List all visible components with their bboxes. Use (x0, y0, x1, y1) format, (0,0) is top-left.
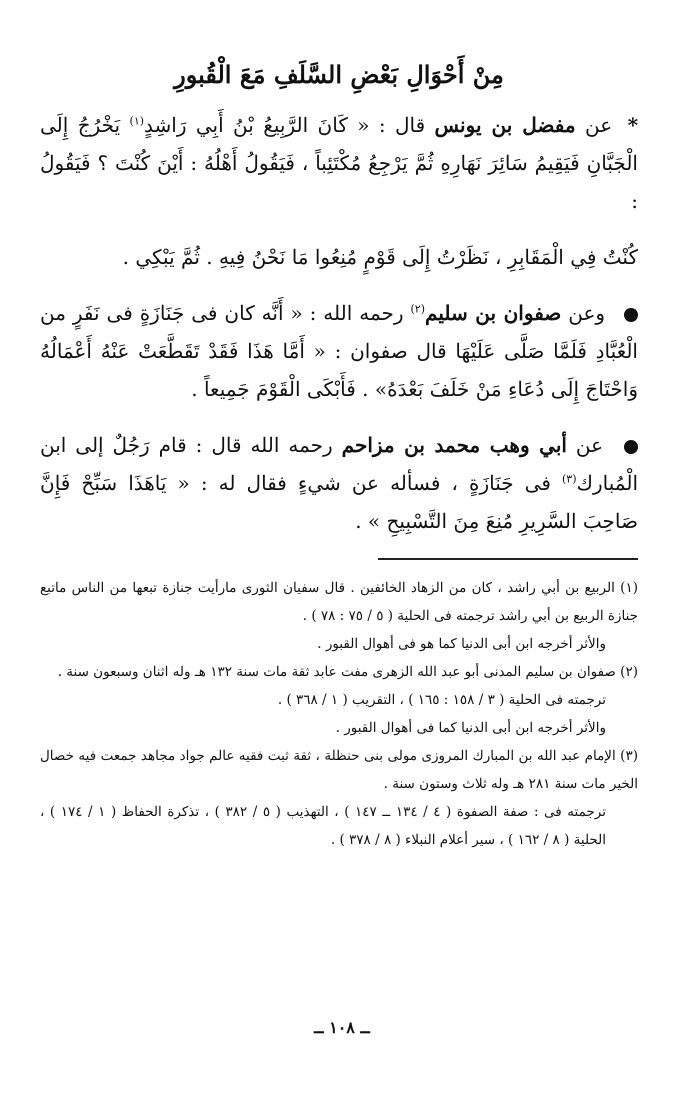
paragraph-1-text1: قال : « كَانَ الرَّبِيعُ بْنُ أَبِي رَاشِدٍ (144, 113, 426, 137)
footnote-2-refs: ترجمته فى الحلية ( ٣ / ١٥٨ : ١٦٥ ) ، التقريب ( ١ / ٣٦٨ ) . (277, 692, 606, 708)
footnote-ref-1[interactable]: (١) (129, 114, 145, 128)
paragraph-3-text-b: فى جَنَازَةٍ ، فسأله عن شيءٍ فقال له : « يَاهَذَا سَبِّحْ فَإِنَّ صَاحِبَ السَّرِيرِ مُنِعَ مِنَ التَّسْبِيحِ » . (40, 471, 638, 533)
footnote-ref-3[interactable]: (٣) (562, 472, 577, 486)
narrator-name-1: مفضل بن يونس (434, 113, 576, 137)
footnote-2: (٢) صفوان بن سليم المدنى أبو عبد الله الزهرى مفت عابد ثقة مات سنة ١٣٢ هـ وله اثنان وسبعون سنة . (57, 664, 638, 680)
footnote-2-source: والأثر أخرجه ابن أبى الدنيا كما فى أهوال القبور . (335, 720, 606, 736)
footnote-1-source: والأثر أخرجه ابن أبى الدنيا كما هو فى أهوال القبور . (317, 636, 606, 652)
footnotes (40, 574, 638, 854)
paragraph-3-text-a: رحمه الله قال : قام رَجُلٌ إلى ابن الْمُبارك (40, 433, 638, 495)
paragraph-1-lead: عن (585, 113, 613, 137)
narrator-name-3: أبي وهب محمد بن مزاحم (341, 433, 567, 457)
footnote-3: (٣) الإمام عبد الله بن المبارك المروزى مولى بنى حنظلة ، ثقة ثبت فقيه عالم جواد مجاهد جمعت فيه خصال الخير مات سنة ٢٨١ هـ وله ثلاث وستون سنة . (40, 748, 638, 792)
asterisk-bullet-icon: * (627, 113, 639, 137)
paragraph-1-text2: يَخْرُجُ إِلَى الْجَبَّانِ فَيَقِيمُ سَائِرَ نَهَارِهِ ثُمَّ يَرْجِعُ مُكْتَئِباً ، فَيَقُولُ أَهْلُهُ : أَيْنَ كُنْتَ ؟ فَيَقُولُ : (40, 113, 638, 213)
footnote-ref-2[interactable]: (٢) (410, 302, 426, 316)
round-bullet-icon (624, 308, 638, 322)
paragraph-2-text: رحمه الله : « أَنَّه كان فى جَنَازَةٍ فى نَفَرٍ من الْعُبَّادِ فَلَمَّا صَلَّى عَلَيْهَا قال صفوان : « أَمَّا هَذَا فَقَدْ تَقَطَّعَتْ عَنْهُ أَعْمَالُهُ وَاحْتَاجَ إِلَى دُعَاءِ مَنْ خَلَفَ بَعْدَهُ» . فَأَبْكَى الْقَوْمَ جَمِيعاً . (40, 301, 638, 401)
paragraph-1-text3: كُنْتُ فِي الْمَقَابِرِ ، نَظَرْتُ إِلَى قَوْمٍ مُنِعُوا مَا نَحْنُ فِيهِ . ثُمَّ يَبْكِي . (122, 245, 638, 269)
paragraph-1 (40, 106, 638, 220)
paragraph-3-lead: عن (575, 433, 604, 457)
page-number: ــ ١٠٨ ــ (314, 1018, 370, 1037)
footnote-divider (378, 558, 638, 560)
footnote-3-refs: ترجمته فى : صفة الصفوة ( ٤ / ١٣٤ ــ ١٤٧ ) ، التهذيب ( ٥ / ٣٨٢ ) ، تذكرة الحفاظ ( ١ / ١٧٤ ) ، الحلية ( ٨ / ١٦٢ ) ، سير أعلام النبلاء ( ٨ / ٣٧٨ ) . (40, 804, 606, 848)
paragraph-2 (40, 294, 638, 408)
footnote-divider-wrap (40, 558, 638, 560)
footnote-1: (١) الربيع بن أبي راشد ، كان من الزهاد الخائفين . قال سفيان الثورى مارأيت جنازة تبعها من الناس ماتبع جنازة الربيع بن أبي راشد ترجمته فى الحلية ( ٥ / ٧٥ : ٧٨ ) . (40, 580, 638, 624)
paragraph-1-continued (40, 238, 638, 276)
paragraph-2-lead: وعن (568, 301, 606, 325)
paragraph-3 (40, 426, 638, 540)
narrator-name-2: صفوان بن سليم (425, 301, 562, 325)
page-title: مِنْ أَحْوَالِ بَعْضِ السَّلَفِ مَعَ الْقُبورِ (174, 60, 504, 89)
round-bullet-icon (624, 440, 638, 454)
